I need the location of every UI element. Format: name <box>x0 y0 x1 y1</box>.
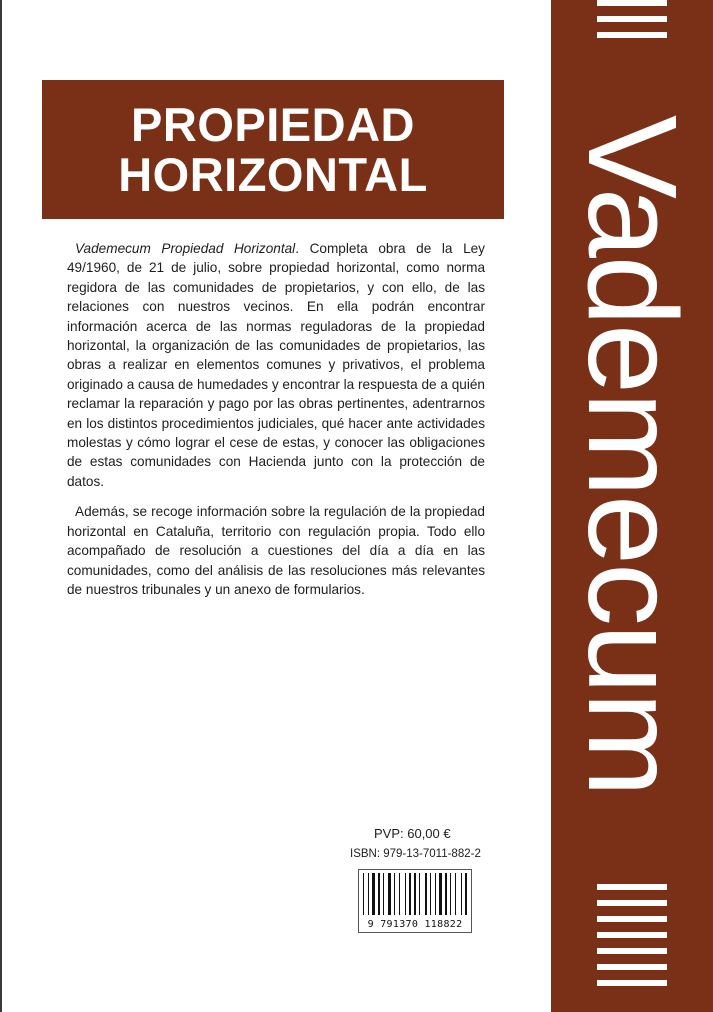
barcode-bar <box>465 873 467 915</box>
spine-stripes-bottom <box>597 884 667 996</box>
spine-stripes-top <box>597 0 667 48</box>
barcode-bar <box>378 873 380 915</box>
barcode-bar <box>419 873 420 915</box>
isbn-label: ISBN: 979-13-7011-882-2 <box>350 848 481 860</box>
barcode-bar <box>414 873 416 915</box>
barcode-bar <box>430 873 431 915</box>
description-text <box>67 239 485 599</box>
barcode-bar <box>399 873 400 915</box>
description-paragraph-2: Además, se recoge información sobre la regulación de la propiedad horizontal en Cataluña, territorio con regulación propia. Todo ello acompañado de resolución a cuestiones del día a día en las comunidades, como del análisis de las resoluciones más relevantes de nuestros tribunales y un anexo de formularios. <box>67 504 485 597</box>
barcode-bar <box>445 873 447 915</box>
barcode-bar <box>455 873 456 915</box>
price-label: PVP: 60,00 € <box>374 826 451 841</box>
barcode-bar <box>383 873 384 915</box>
barcode-bar <box>450 873 451 915</box>
title-line-1: PROPIEDAD <box>131 98 415 151</box>
barcode-bars <box>363 873 467 915</box>
barcode-bar <box>394 873 395 915</box>
barcode-bar <box>363 873 364 915</box>
barcode-digits: 9 791370 118822 <box>367 919 463 930</box>
title-banner <box>42 80 504 219</box>
barcode-bar <box>435 873 436 915</box>
barcode-bar <box>425 873 427 915</box>
barcode-bar <box>388 873 391 915</box>
barcode-bar <box>368 873 369 915</box>
spine-word: Vademecum <box>562 115 703 795</box>
barcode <box>358 869 472 933</box>
page-edge <box>0 0 2 1012</box>
book-title-italic: Vademecum Propiedad Horizontal <box>75 241 296 256</box>
spine-band <box>551 0 713 1012</box>
description-paragraph-1 <box>67 239 485 491</box>
barcode-bar <box>372 873 375 915</box>
barcode-bar <box>461 873 462 915</box>
paragraph-1-text: . Completa obra de la Ley 49/1960, de 21 de julio, sobre propiedad horizontal, como norma regidora de las comunidades de propietarios, y con ello, de las relaciones con nuestros vecinos. En ella podrán encontrar información acerca de las normas reguladoras de la propiedad horizontal, la organización de las comunidades de propietarios, las obras a realizar en elementos comunes y privativos, el problema originado a causa de humedades y encontrar la respuesta de a quién reclamar la reparación y pago por las obras pertinentes, adentrarnos en los distintos procedimientos judiciales, qué hacer ante actividades molestas y cómo lograr el cese de estas, y conocer las obligaciones de estas comunidades con Hacienda junto con la protección de datos. <box>67 241 485 489</box>
barcode-bar <box>405 873 406 915</box>
barcode-bar <box>409 873 411 915</box>
title-line-2: HORIZONTAL <box>118 148 428 201</box>
barcode-bar <box>439 873 442 915</box>
